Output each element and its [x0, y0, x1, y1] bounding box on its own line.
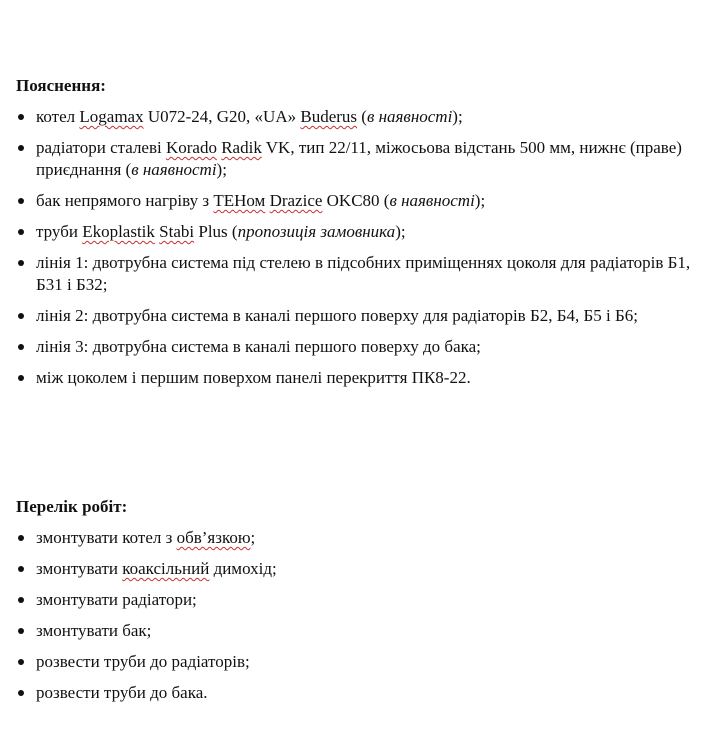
list-item [16, 367, 706, 389]
spellcheck-flagged-word: Logamax [79, 107, 144, 126]
text-run: котел [36, 107, 80, 126]
works-list [16, 527, 706, 704]
list-item [16, 651, 706, 673]
spellcheck-flagged-word: коаксільний [122, 559, 210, 578]
text-run: U072-24, G20, «UA» [143, 107, 301, 126]
bullet-icon [18, 198, 24, 204]
bullet-icon [18, 628, 24, 634]
list-item [16, 558, 706, 580]
text-run: OKC80 ( [322, 191, 390, 210]
bullet-icon [18, 375, 24, 381]
bullet-icon [18, 260, 24, 266]
bullet-icon [18, 535, 24, 541]
spellcheck-flagged-word: Radik [221, 138, 262, 157]
text-run: труби [36, 222, 83, 241]
list-item [16, 336, 706, 358]
text-run: розвести труби до бака. [36, 683, 208, 702]
text-run: лінія 1: двотрубна система під стелею в підсобних приміщеннях цоколя для радіаторів Б1, Б31 і Б32; [36, 253, 691, 294]
explanations-heading: Пояснення: [16, 76, 106, 95]
italic-note: в наявності [389, 191, 475, 210]
text-run: димохід; [209, 559, 277, 578]
text-run: змонтувати бак; [36, 621, 152, 640]
works-heading: Перелік робіт: [16, 497, 128, 516]
bullet-icon [18, 690, 24, 696]
spellcheck-flagged-word: Ekoplastik [82, 222, 155, 241]
text-run: ; [250, 528, 256, 547]
text-run: ); [474, 191, 486, 210]
works-section [16, 497, 706, 713]
list-item [16, 620, 706, 642]
bullet-icon [18, 344, 24, 350]
text-run: змонтувати радіатори; [36, 590, 197, 609]
explanations-list [16, 106, 706, 389]
text-run: ); [395, 222, 406, 241]
list-item [16, 527, 706, 549]
list-item [16, 190, 706, 212]
bullet-icon [18, 114, 24, 120]
list-item [16, 252, 706, 296]
list-item [16, 221, 706, 243]
list-item [16, 682, 706, 704]
text-run: між цоколем і першим поверхом панелі перекриття ПК8-22. [36, 368, 471, 387]
spellcheck-flagged-word: Buderus [300, 107, 358, 126]
text-run: ); [216, 160, 227, 179]
spellcheck-flagged-word: Stabi [159, 222, 195, 241]
bullet-icon [18, 229, 24, 235]
explanations-section [16, 76, 706, 398]
text-run: змонтувати [36, 559, 123, 578]
text-run: VK, тип 22/11, міжосьова відстань 500 мм, нижнє (праве) приєднання ( [36, 138, 682, 179]
italic-note: в наявності [366, 107, 453, 126]
italic-note: в наявності [131, 160, 217, 179]
text-run: змонтувати котел з [36, 528, 177, 547]
italic-note: пропозиція замовника [237, 222, 396, 241]
text-run: ); [452, 107, 463, 126]
text-run: бак непрямого нагріву з [36, 191, 214, 210]
bullet-icon [18, 145, 24, 151]
list-item [16, 106, 706, 128]
list-item [16, 589, 706, 611]
text-run: радіатори сталеві [36, 138, 166, 157]
bullet-icon [18, 597, 24, 603]
text-run: ( [357, 107, 367, 126]
bullet-icon [18, 566, 24, 572]
text-run: розвести труби до радіаторів; [36, 652, 250, 671]
spellcheck-flagged-word: Drazice [269, 191, 323, 210]
bullet-icon [18, 659, 24, 665]
spellcheck-flagged-word: обв’язкою [176, 528, 251, 547]
text-run: Plus ( [194, 222, 238, 241]
list-item [16, 305, 706, 327]
text-run: лінія 2: двотрубна система в каналі першого поверху для радіаторів Б2, Б4, Б5 і Б6; [36, 306, 638, 325]
spellcheck-flagged-word: ТЕНом [213, 191, 266, 210]
text-run: лінія 3: двотрубна система в каналі першого поверху до бака; [36, 337, 481, 356]
list-item [16, 137, 706, 181]
spellcheck-flagged-word: Korado [165, 138, 217, 157]
bullet-icon [18, 313, 24, 319]
